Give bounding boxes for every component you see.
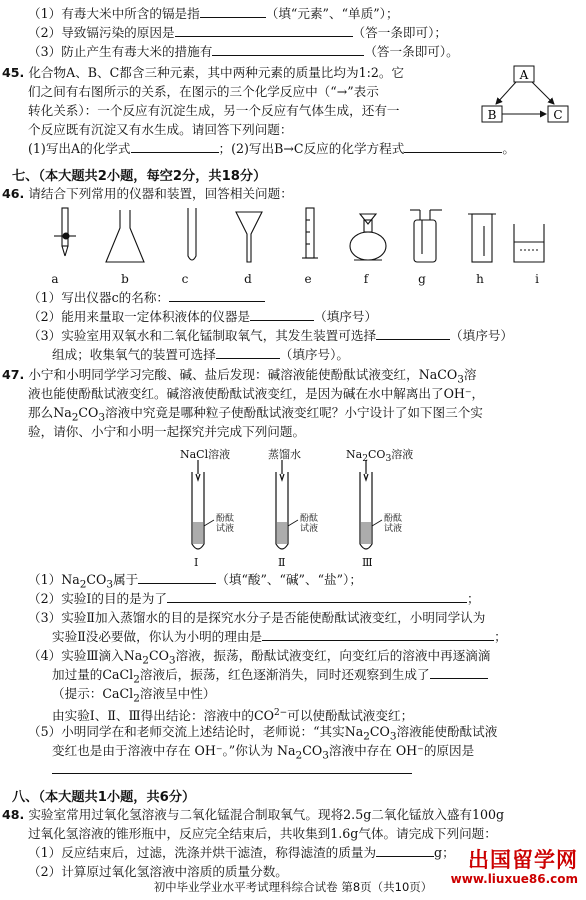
section-7-heading: 七、（本大题共2小题，每空2分，共18分） (12, 169, 267, 184)
q47-5a1: （5）小明同学在和老师交流上述结论时，老师说：“其实Na (28, 724, 364, 739)
apparatus-label-g: g (418, 272, 426, 286)
q47-1-c: 属于 (113, 572, 139, 587)
q47-5b2: CO (302, 743, 323, 758)
site-watermark (451, 844, 578, 886)
answer-blank (138, 572, 216, 584)
tube3-number: Ⅲ (362, 556, 373, 569)
sub-2: 2 (133, 692, 140, 705)
q47-3b-line (52, 629, 507, 645)
q47-4a3: 溶液，振荡，酚酞试液变红，向变红后的溶液中再逐滴滴 (175, 648, 491, 663)
q46-1-text: （1）写出仪器c的名称： (28, 290, 170, 305)
label-c: C (553, 108, 563, 122)
label-b: B (487, 108, 497, 122)
tube3-label-b: CO (368, 448, 386, 461)
q47-4b2: 溶液后，振荡，红色逐渐消失，同时还观察到生成了 (139, 667, 430, 682)
answer-blank (169, 290, 265, 302)
watermark-name: 出国留学网 (468, 848, 578, 872)
q47-text-c1: 那么Na (28, 405, 72, 420)
q47-text-a2: CO (437, 367, 458, 382)
tube1-label: NaCl溶液 (180, 448, 231, 461)
dropper-2 (280, 460, 284, 480)
sub-3: 3 (322, 749, 329, 762)
q44-1-end: （填“元素”、“单质”）； (265, 6, 399, 21)
q47-4a2: CO (148, 648, 169, 663)
apparatus-f-lamp (350, 214, 386, 260)
q47-1-line (28, 572, 362, 593)
sub-3: 3 (457, 373, 464, 386)
q47-line1 (2, 367, 477, 388)
q47-3a-line: （3）实验Ⅱ加入蒸馏水的目的是探究水分子是否能使酚酞试液变红，小明同学认为 (28, 610, 486, 625)
q46-3-end: （填序号） (450, 328, 514, 343)
answer-blank (376, 328, 450, 340)
q47-4d2: 可以使酚酞试液变红； (287, 708, 414, 724)
q47-line2: 液也能使酚酞试液变红。碱溶液使酚酞试液变红，是因为碱在水中解离出了OH⁻， (28, 386, 485, 401)
q47-5b-line (52, 743, 474, 764)
q47-1-end: （填“酸”、“碱”、“盐”）； (216, 572, 362, 587)
q48-line2: 过氧化氢溶液的锥形瓶中，反应完全结束后，共收集到1.6g气体。请完成下列问题： (28, 826, 497, 841)
q47-5c-line (52, 762, 412, 778)
q44-2-end: （答一条即可）； (352, 25, 447, 40)
answer-blank (404, 141, 502, 153)
answer-blank (52, 762, 412, 774)
q44-2-text: （2）导致镉污染的原因是 (28, 25, 175, 40)
q47-4c2: 溶液呈中性） (139, 686, 216, 701)
q47-4d1: 由实验Ⅰ、Ⅱ、Ⅲ得出结论：溶液中的CO (52, 708, 274, 724)
sub-2: 2 (363, 730, 370, 743)
abc-relation-diagram (476, 64, 580, 130)
answer-blank (200, 6, 266, 18)
q46-line4 (28, 328, 513, 344)
q47-3b-end: ； (494, 629, 507, 644)
apparatus-label-b: b (121, 272, 129, 286)
tube3-label-a: Na (346, 448, 363, 461)
answer-blank (262, 629, 494, 641)
q45-2-text: ；(2)写出B→C反应的化学方程式 (218, 141, 405, 156)
answer-blank (175, 25, 353, 37)
q46-number: 46. (2, 186, 25, 201)
q44-3-end: （答一条即可）。 (364, 44, 459, 59)
q48-1-end: g； (434, 845, 455, 860)
answer-blank (250, 309, 314, 321)
q47-line3 (28, 405, 483, 426)
q45-line2: 们之间有右图所示的关系，在图示的三个化学反应中（“→”表示 (28, 84, 379, 99)
sub-3: 3 (106, 578, 114, 591)
sub-2: 2 (142, 654, 149, 667)
apparatus-g-gas-bottle (410, 210, 442, 262)
q45-end: 。 (502, 141, 515, 156)
superscript-2minus: 2− (273, 708, 288, 718)
q48-1-text: （1）反应结束后，过滤，洗涤并烘干滤渣，称得滤渣的质量为 (28, 845, 377, 860)
q45-line1 (2, 65, 404, 81)
apparatus-label-e: e (304, 272, 312, 286)
q47-text-c2: CO (78, 405, 99, 420)
tube3-indicator: 酚酞试液 (384, 514, 403, 534)
q44-line1 (28, 6, 399, 22)
q47-1-b: CO (86, 572, 107, 587)
q47-line4: 验，请你、小宁和小明一起探究并完成下列问题。 (28, 424, 306, 439)
apparatus-label-i: i (535, 272, 539, 286)
q47-number: 47. (2, 367, 25, 382)
q46-3-text: （3）实验室用双氧水和二氧化锰制取氧气，其发生装置可选择 (28, 328, 377, 343)
tube3-label (346, 446, 413, 464)
q45-line4: 个反应既有沉淀又有水生成。请回答下列问题： (28, 122, 293, 137)
q47-text-c3: 溶液中究竟是哪种粒子使酚酞试液变红呢？小宁设计了如下图三个实 (105, 405, 483, 420)
q46-2-end: （填序号） (314, 309, 378, 324)
q47-5b3: 溶液中存在 OH⁻的原因是 (328, 743, 475, 758)
section-8-heading: 八、（本大题共1小题，共6分） (12, 790, 196, 805)
q46-line2 (28, 290, 265, 306)
q47-5a3: 溶液能使酚酞试液 (396, 724, 498, 739)
dropper-1 (196, 460, 200, 480)
sub-2: 2 (362, 453, 369, 465)
sub-3: 3 (98, 411, 106, 424)
answer-blank (216, 347, 280, 359)
apparatus-i-beaker (514, 224, 544, 262)
q48-number: 48. (2, 807, 25, 822)
q47-1-a: （1）Na (28, 572, 80, 587)
page-footer: 初中毕业学业水平考试理科综合试卷 第8页（共10页） (153, 880, 433, 894)
apparatus-e-graduated-cylinder (302, 208, 318, 258)
q47-2-end: ； (466, 591, 480, 606)
q47-4c1: （提示：CaCl (52, 686, 134, 701)
q47-5a2: CO (369, 724, 390, 739)
apparatus-b-conical-flask (106, 210, 144, 262)
tube1-number: Ⅰ (194, 556, 199, 569)
tube2-number: Ⅱ (278, 556, 286, 569)
q47-4c-line (52, 686, 215, 707)
q48-line1 (2, 807, 504, 823)
q46-line3 (28, 309, 377, 325)
q46-3b-end: （填序号）。 (279, 347, 349, 362)
q46-line5 (52, 347, 349, 363)
q48-line4: （2）计算原过氧化氢溶液中溶质的质量分数。 (28, 864, 288, 879)
sub-3: 3 (389, 730, 397, 743)
q45-text-a: 化合物A、B、C都含三种元素，其中两种元素的质量比均为1:2。它 (28, 65, 405, 80)
q45-1-text: (1)写出A的化学式 (28, 141, 131, 156)
answer-blank (131, 141, 219, 153)
q47-2-line (28, 591, 480, 607)
sub-2: 2 (71, 411, 79, 424)
apparatus-label-f: f (363, 272, 369, 286)
apparatus-c-test-tube (188, 208, 196, 260)
sub-2: 2 (79, 578, 87, 591)
sub-2: 2 (295, 749, 303, 762)
arrow-a-c (532, 82, 554, 104)
apparatus-label-c: c (181, 272, 189, 286)
apparatus-label-a: a (51, 272, 59, 286)
answer-blank (212, 44, 364, 56)
tube1-indicator: 酚酞试液 (216, 514, 235, 534)
q47-text-a: 小宁和小明同学学习完酸、碱、盐后发现：碱溶液能使酚酞试液变红，Na (28, 367, 438, 382)
q48-line3 (28, 845, 455, 861)
q46-2-text: （2）能用来量取一定体积液体的仪器是 (28, 309, 251, 324)
tube2-indicator: 酚酞试液 (300, 514, 319, 534)
q46-3b-text: 组成；收集氧气的装置可选择 (52, 347, 216, 362)
sub-2: 2 (133, 673, 140, 686)
q44-3-text: （3）防止产生有毒大米的措施有 (28, 44, 213, 59)
q44-line2 (28, 25, 447, 41)
q47-4a-line (28, 648, 490, 669)
q47-4d-line (52, 705, 413, 724)
apparatus-d-funnel (236, 212, 262, 262)
q46-line1 (2, 186, 293, 202)
apparatus-a-burette (54, 208, 76, 256)
apparatus-label-h: h (476, 272, 484, 286)
q47-5a-line (28, 724, 497, 745)
q45-number: 45. (2, 65, 25, 80)
answer-blank (167, 591, 467, 603)
q44-1-text: （1）有毒大米中所含的镉是指 (28, 6, 200, 21)
apparatus-label-d: d (244, 272, 252, 286)
tube2-label: 蒸馏水 (268, 448, 301, 461)
apparatus-figure (40, 206, 560, 270)
answer-blank (376, 845, 434, 857)
q46-text: 请结合下列常用的仪器和装置，回答相关问题： (28, 186, 293, 201)
q47-2-text: （2）实验Ⅰ的目的是为了 (28, 591, 167, 606)
q45-line5 (28, 141, 515, 157)
apparatus-h-gas-jar (468, 214, 496, 262)
q47-text-a3: 溶 (463, 367, 477, 382)
q47-3b-text: 实验Ⅱ没必要做，你认为小明的理由是 (52, 629, 263, 644)
q45-line3: 转化关系）：一个反应有沉淀生成，另一个反应有气体生成，还有一 (28, 103, 400, 118)
label-a: A (519, 68, 529, 82)
sub-3: 3 (168, 654, 176, 667)
q47-4b1: 加过量的CaCl (52, 667, 134, 682)
answer-blank (430, 667, 488, 679)
sub-3: 3 (385, 453, 392, 465)
q48-text-a: 实验室常用过氧化氢溶液与二氧化锰混合制取氧气。现将2.5g二氧化锰放入盛有100g (28, 807, 505, 822)
q47-4b-line (52, 667, 488, 688)
watermark-url: www.liuxue86.com (450, 872, 578, 886)
q44-line3 (28, 44, 459, 60)
tube3-label-c: 溶液 (391, 448, 414, 461)
q47-5b1: 变红也是由于溶液中存在 OH⁻。”你认为 Na (52, 743, 296, 758)
q47-4a1: （4）实验Ⅲ滴入Na (28, 648, 143, 663)
arrow-a-b (496, 82, 516, 104)
